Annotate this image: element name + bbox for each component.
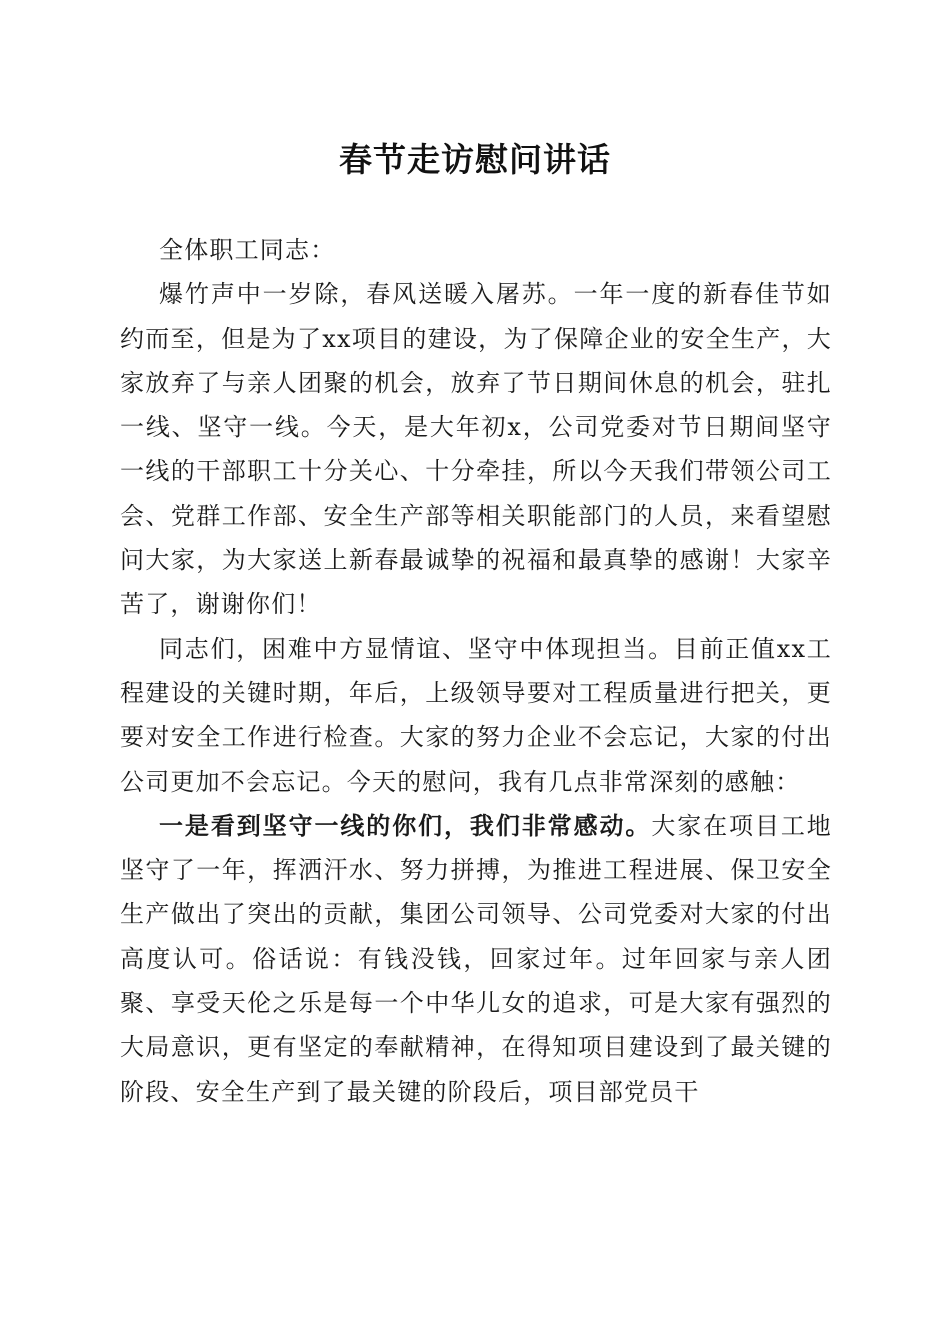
point-one-heading: 一是看到坚守一线的你们，我们非常感动。 [159,810,652,840]
greeting-line: 全体职工同志： [159,236,336,264]
document-body [120,228,832,1114]
document-title: 春节走访慰问讲话 [339,140,611,179]
paragraph-situation: 同志们，困难中方显情谊、坚守中体现担当。目前正值xx工程建设的关键时期，年后，上级领导要对工程质量进行把关，更要对安全工作进行检查。大家的努力企业不会忘记，大家的付出公司更加不会忘记。今天的慰问，我有几点非常深刻的感触： [120,634,832,796]
paragraph-opening: 爆竹声中一岁除，春风送暖入屠苏。一年一度的新春佳节如约而至，但是为了xx项目的建设，为了保障企业的安全生产，大家放弃了与亲人团聚的机会，放弃了节日期间休息的机会，驻扎一线、坚守一线。今天，是大年初x，公司党委对节日期间坚守一线的干部职工十分关心、十分牵挂，所以今天我们带领公司工会、党群工作部、安全生产部等相关职能部门的人员，来看望慰问大家，为大家送上新春最诚挚的祝福和最真挚的感谢！大家辛苦了，谢谢你们！ [120,280,832,619]
paragraph-point-one [120,804,832,1114]
point-one-text: 大家在项目工地坚守了一年，挥洒汗水、努力拼搏，为推进工程进展、保卫安全生产做出了突出的贡献，集团公司领导、公司党委对大家的付出高度认可。俗话说：有钱没钱，回家过年。过年回家与亲人团聚、享受天伦之乐是每一个中华儿女的追求，可是大家有强烈的大局意识，更有坚定的奉献精神，在得知项目建设到了最关键的阶段、安全生产到了最关键的阶段后，项目部党员干 [120,811,832,1106]
